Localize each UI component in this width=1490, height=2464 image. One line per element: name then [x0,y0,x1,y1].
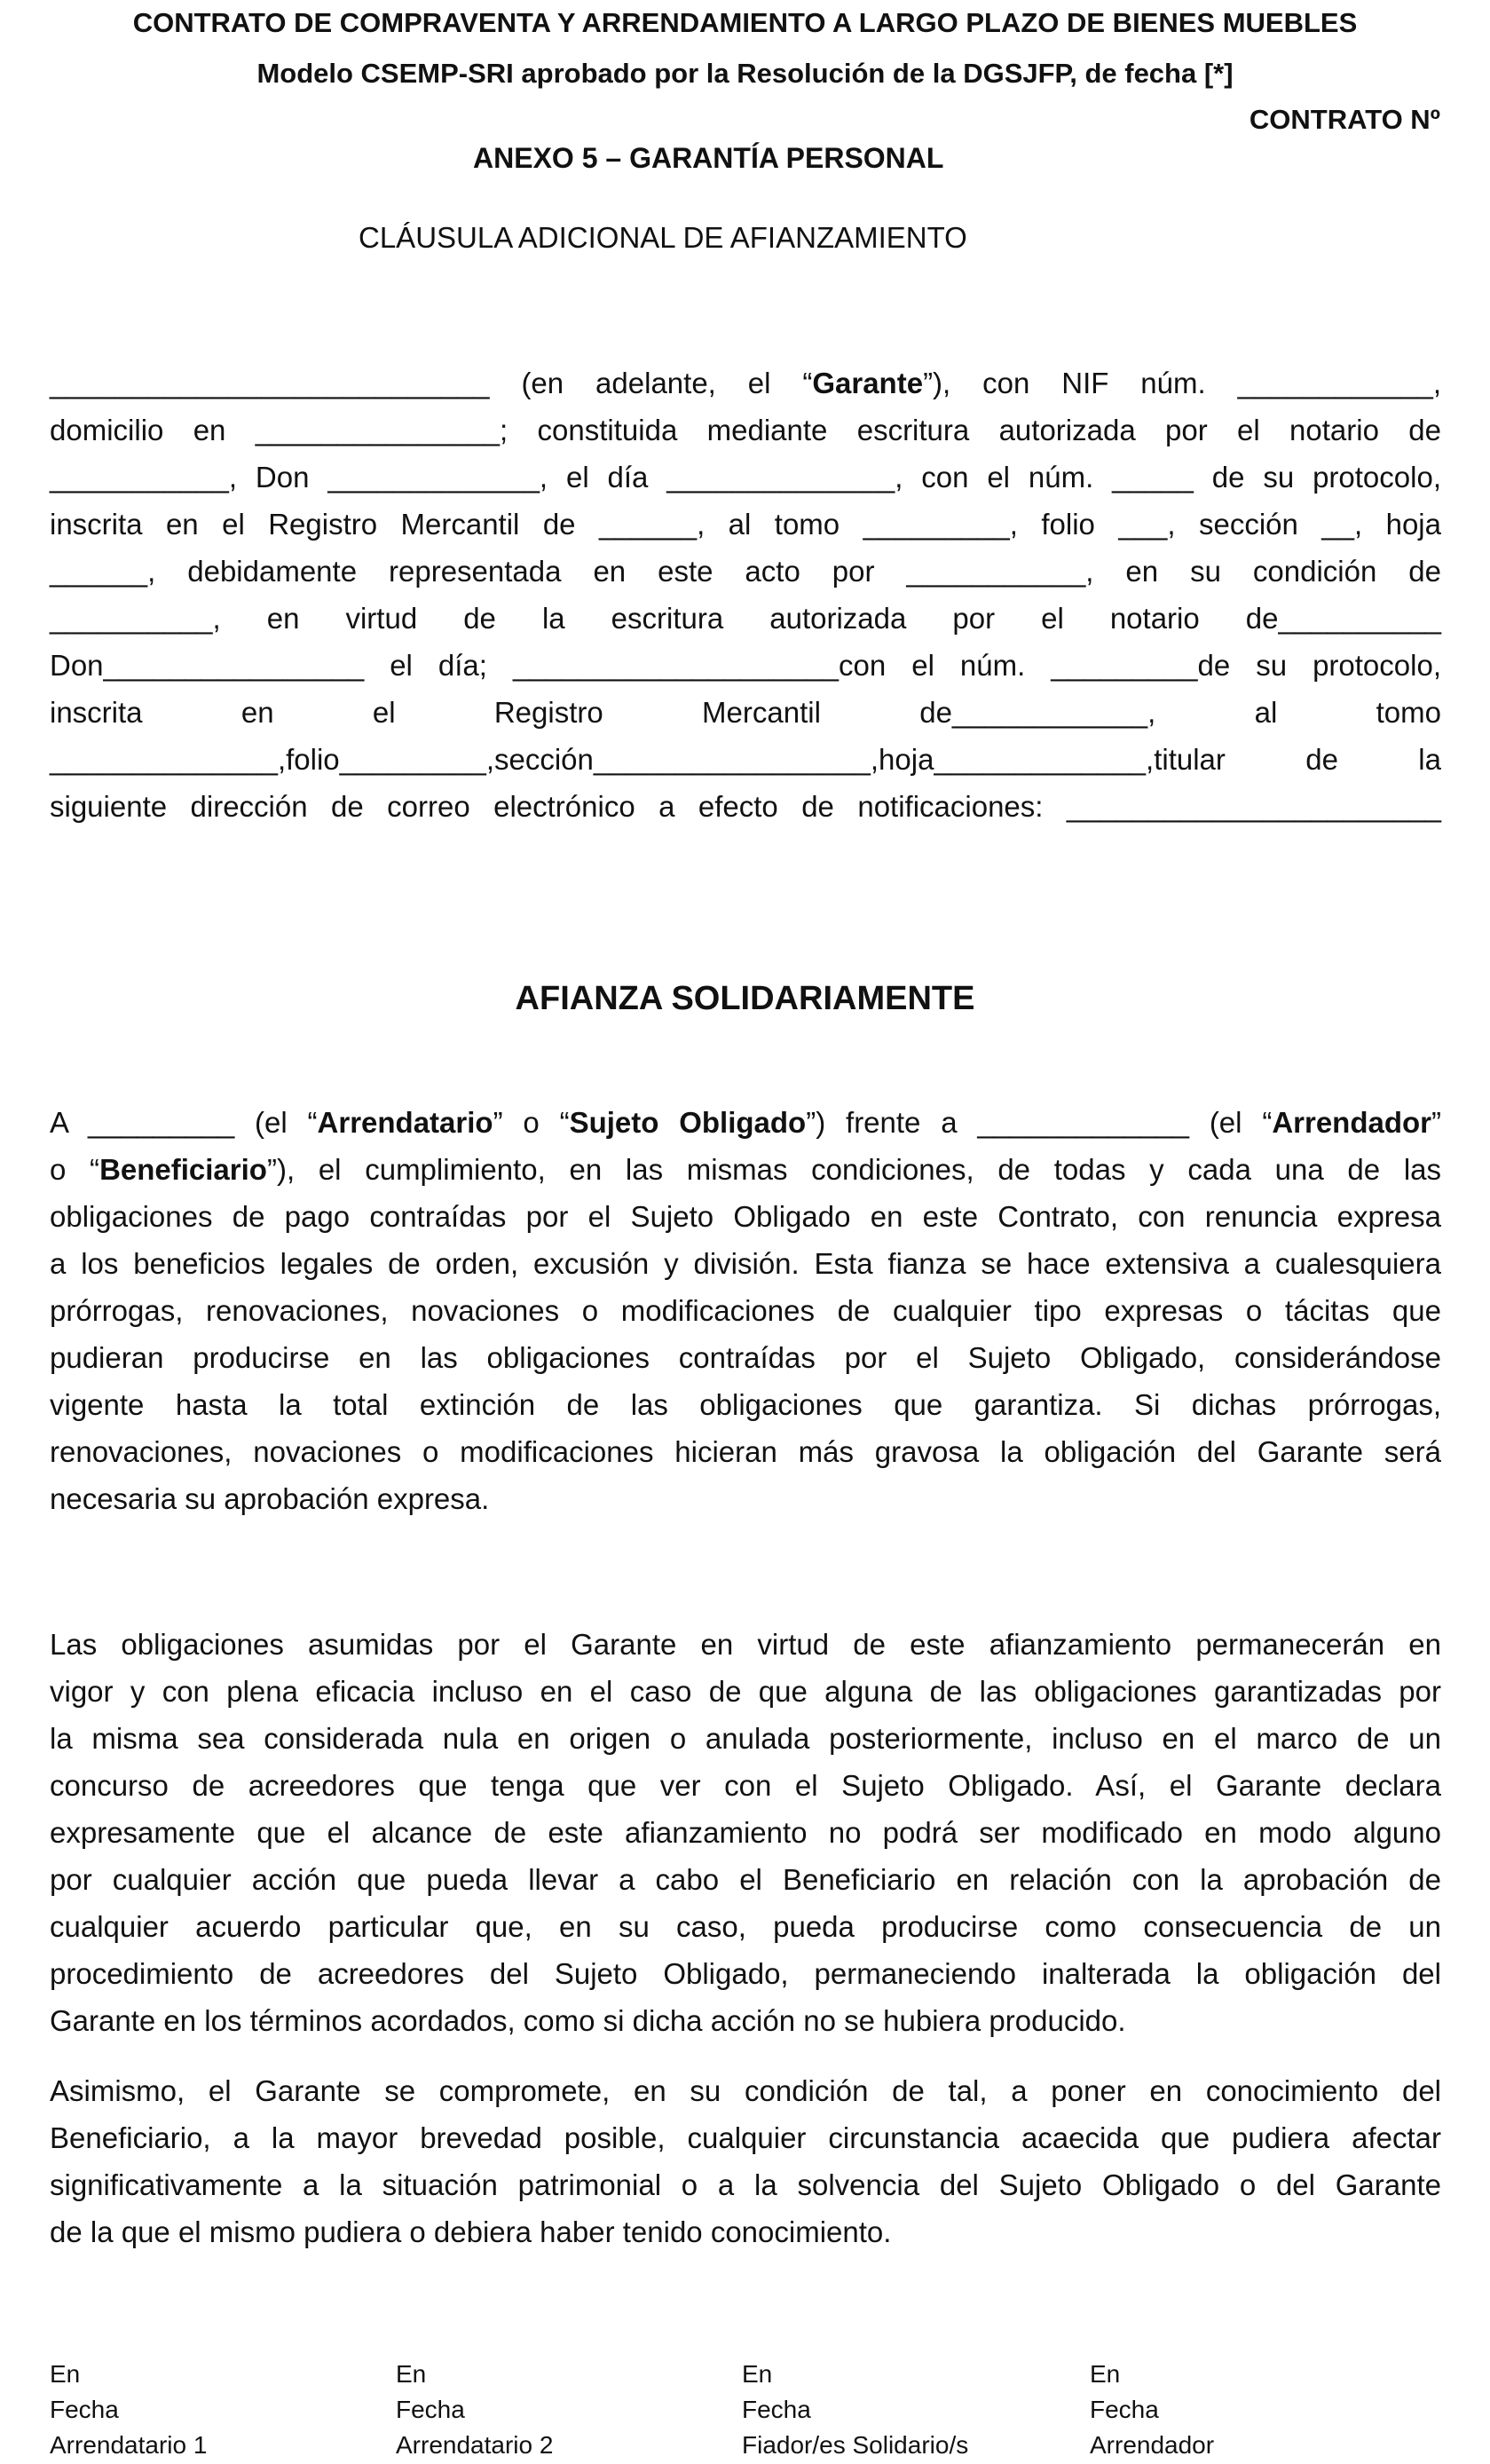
signature-party: Arrendatario 1 [50,2431,208,2459]
signature-date: Fecha [1090,2396,1159,2423]
guarantor-line-5: ______, debidamente representada en este acto por ___________, en su condición de [50,555,1441,588]
document-title: CONTRATO DE COMPRAVENTA Y ARRENDAMIENTO A LARGO PLAZO DE BIENES MUEBLES [132,7,1358,38]
paragraph1-line-2: o “Beneficiario”), el cumplimiento, en las mismas condiciones, de todas y cada una de las [50,1153,1442,1186]
guarantor-line-8: inscrita en el Registro Mercantil de____________, al tomo [50,696,1441,729]
paragraph2-line-7: cualquier acuerdo particular que, en su caso, pueda producirse como consecuencia de un [50,1910,1441,1943]
paragraph2-line-4: concurso de acreedores que tenga que ver con el Sujeto Obligado. Así, el Garante declara [50,1769,1441,1802]
guarantor-line-3: ___________, Don _____________, el día ______________, con el núm. _____ de su protocolo, [50,461,1441,494]
signature-party: Arrendador [1090,2431,1215,2459]
paragraph3-line-3: significativamente a la situación patrimonial o a la solvencia del Sujeto Obligado o del Garante [50,2168,1441,2201]
paragraph2-line-3: la misma sea considerada nula en origen o anulada posteriormente, incluso en el marco de un [50,1722,1441,1755]
paragraph1-line-9: necesaria su aprobación expresa. [50,1482,490,1515]
paragraph1-line-6: pudieran producirse en las obligaciones contraídas por el Sujeto Obligado, considerándose [50,1341,1441,1374]
paragraph1-line-1: A _________ (el “Arrendatario” o “Sujeto Obligado”) frente a _____________ (el “Arrendador” [50,1106,1442,1139]
signature-fiador [742,2357,968,2463]
clause-title: CLÁUSULA ADICIONAL DE AFIANZAMIENTO [359,221,967,254]
signature-place: En [1090,2360,1121,2388]
signature-party: Arrendatario 2 [396,2431,554,2459]
section-title: AFIANZA SOLIDARIAMENTE [515,980,975,1017]
signature-party: Fiador/es Solidario/s [742,2431,969,2459]
paragraph3-line-1: Asimismo, el Garante se compromete, en su condición de tal, a poner en conocimiento del [50,2074,1441,2107]
paragraph1-line-7: vigente hasta la total extinción de las obligaciones que garantiza. Si dichas prórrogas, [50,1388,1441,1421]
bold-term-garante: Garante [812,367,924,399]
paragraph2-line-1: Las obligaciones asumidas por el Garante en virtud de este afianzamiento permanecerán en [50,1628,1441,1661]
paragraph2-line-6: por cualquier acción que pueda llevar a cabo el Beneficiario en relación con la aprobación de [50,1863,1441,1896]
guarantor-line-7: Don________________ el día; ____________________con el núm. _________de su protocolo, [50,649,1441,682]
guarantor-line-9: ______________,folio_________,sección_________________,hoja_____________,titular de la [50,743,1441,776]
signature-arrendador [1090,2357,1214,2463]
guarantor-line-6: __________, en virtud de la escritura autorizada por el notario de__________ [50,602,1441,635]
paragraph1-line-3: obligaciones de pago contraídas por el Sujeto Obligado en este Contrato, con renuncia expresa [50,1200,1441,1233]
paragraph2-line-5: expresamente que el alcance de este afianzamiento no podrá ser modificado en modo alguno [50,1816,1441,1849]
signature-place: En [50,2360,81,2388]
paragraph2-line-2: vigor y con plena eficacia incluso en el caso de que alguna de las obligaciones garantizadas por [50,1675,1441,1708]
paragraph1-line-5: prórrogas, renovaciones, novaciones o modificaciones de cualquier tipo expresas o tácitas que [50,1294,1441,1327]
signature-date: Fecha [50,2396,119,2423]
signature-place: En [742,2360,773,2388]
paragraph1-line-8: renovaciones, novaciones o modificaciones hicieran más gravosa la obligación del Garante será [50,1435,1441,1468]
bold-term-arrendatario: Arrendatario [317,1106,493,1139]
guarantor-line-4: inscrita en el Registro Mercantil de ______, al tomo _________, folio ___, sección __, hoja [50,508,1441,541]
signature-arrendatario-1 [50,2357,207,2463]
guarantor-line-1: ___________________________ (en adelante, el “Garante”), con NIF núm. ____________, [50,367,1441,399]
guarantor-line-10: siguiente dirección de correo electrónico a efecto de notificaciones: _______________________ [50,790,1441,823]
signature-date: Fecha [396,2396,465,2423]
contract-number-label: CONTRATO Nº [1249,104,1440,135]
paragraph2-line-9: Garante en los términos acordados, como si dicha acción no se hubiera producido. [50,2004,1126,2037]
paragraph3-line-2: Beneficiario, a la mayor brevedad posible, cualquier circunstancia acaecida que pudiera afectar [50,2121,1441,2154]
paragraph2-line-8: procedimiento de acreedores del Sujeto Obligado, permaneciendo inalterada la obligación del [50,1957,1441,1990]
paragraph3-line-4: de la que el mismo pudiera o debiera haber tenido conocimiento. [50,2215,892,2248]
annex-title: ANEXO 5 – GARANTÍA PERSONAL [473,142,944,174]
guarantor-line-2: domicilio en _______________; constituida mediante escritura autorizada por el notario de [50,414,1441,446]
paragraph1-line-4: a los beneficios legales de orden, excusión y división. Esta fianza se hace extensiva a cualesquiera [50,1247,1441,1280]
bold-term-arrendador: Arrendador [1272,1106,1432,1139]
bold-term-sujeto-obligado: Sujeto Obligado [569,1106,807,1139]
signature-place: En [396,2360,427,2388]
model-approval-line: Modelo CSEMP-SRI aprobado por la Resolución de la DGSJFP, de fecha [*] [256,58,1234,89]
signature-date: Fecha [742,2396,811,2423]
bold-term-beneficiario: Beneficiario [99,1153,267,1186]
signature-arrendatario-2 [396,2357,553,2463]
